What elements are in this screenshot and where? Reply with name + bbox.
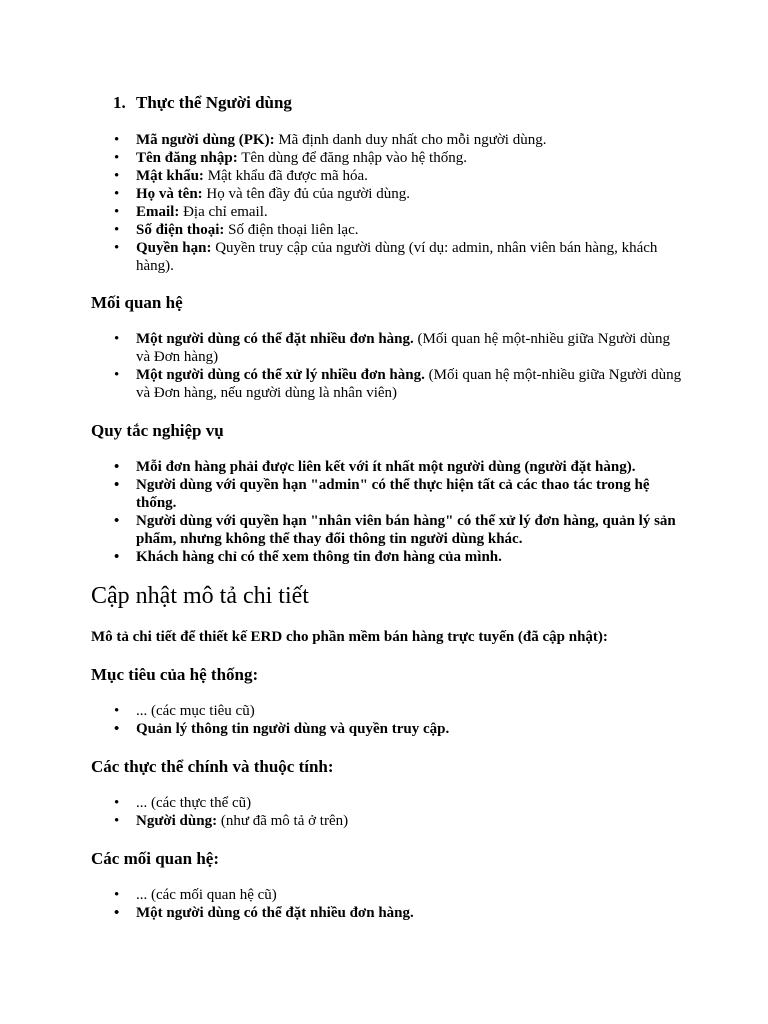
list-item: • Email: Địa chỉ email. <box>136 203 686 221</box>
section-heading-user-entity <box>113 92 292 114</box>
list-item: • Khách hàng chỉ có thể xem thông tin đơn hàng của mình. <box>136 548 686 566</box>
entities-list <box>136 794 686 830</box>
section-number: 1. <box>113 93 126 112</box>
heading-business-rules: Quy tắc nghiệp vụ <box>91 421 224 440</box>
list-item: • Quyền hạn: Quyền truy cập của người dùng (ví dụ: admin, nhân viên bán hàng, khách hàng). <box>136 239 686 275</box>
attribute-list <box>136 131 686 275</box>
list-item: • Số điện thoại: Số điện thoại liên lạc. <box>136 221 686 239</box>
heading-goals: Mục tiêu của hệ thống: <box>91 665 259 684</box>
update-intro: Mô tả chi tiết để thiết kế ERD cho phần mềm bán hàng trực tuyến (đã cập nhật): <box>91 629 608 645</box>
list-item: • Mỗi đơn hàng phải được liên kết với ít nhất một người dùng (người đặt hàng). <box>136 458 686 476</box>
list-item: • Mật khẩu: Mật khẩu đã được mã hóa. <box>136 167 686 185</box>
relationship-list <box>136 330 686 402</box>
section-title: Thực thể Người dùng <box>136 93 292 112</box>
goals-list <box>136 702 686 738</box>
list-item: • ... (các thực thể cũ) <box>136 794 686 812</box>
heading-relations: Các mối quan hệ: <box>91 849 219 868</box>
heading-update: Cập nhật mô tả chi tiết <box>91 583 309 609</box>
heading-relationships: Mối quan hệ <box>91 293 183 312</box>
list-item: • Mã người dùng (PK): Mã định danh duy nhất cho mỗi người dùng. <box>136 131 686 149</box>
list-item: • Một người dùng có thể xử lý nhiều đơn hàng. (Mối quan hệ một-nhiều giữa Người dùng và Đơn hàng, nếu người dùng là nhân viên) <box>136 366 686 402</box>
relations-list <box>136 886 686 922</box>
list-item: • Người dùng với quyền hạn "nhân viên bán hàng" có thể xử lý đơn hàng, quản lý sản phẩm, nhưng không thể thay đổi thông tin người dùng khác. <box>136 512 686 548</box>
list-item: • Người dùng với quyền hạn "admin" có thể thực hiện tất cả các thao tác trong hệ thống. <box>136 476 686 512</box>
list-item: • Họ và tên: Họ và tên đầy đủ của người dùng. <box>136 185 686 203</box>
list-item: • Một người dùng có thể đặt nhiều đơn hàng. <box>136 904 686 922</box>
heading-entities: Các thực thể chính và thuộc tính: <box>91 757 334 776</box>
list-item: • ... (các mục tiêu cũ) <box>136 702 686 720</box>
list-item: • Quản lý thông tin người dùng và quyền truy cập. <box>136 720 686 738</box>
business-rule-list <box>136 458 686 566</box>
list-item: • Tên đăng nhập: Tên dùng để đăng nhập vào hệ thống. <box>136 149 686 167</box>
list-item: • Một người dùng có thể đặt nhiều đơn hàng. (Mối quan hệ một-nhiều giữa Người dùng và Đơn hàng) <box>136 330 686 366</box>
list-item: • ... (các mối quan hệ cũ) <box>136 886 686 904</box>
list-item: • Người dùng: (như đã mô tả ở trên) <box>136 812 686 830</box>
